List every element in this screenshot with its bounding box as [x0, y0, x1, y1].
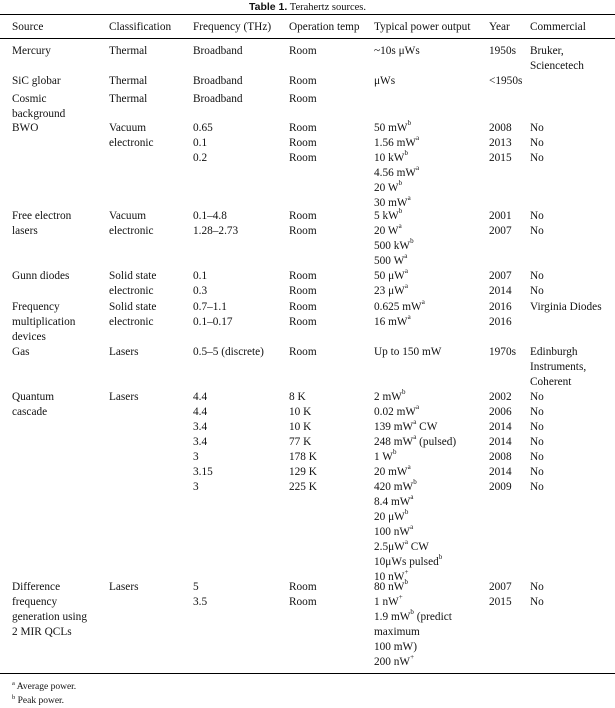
cell-commercial: No: [530, 285, 544, 297]
cell-year: 2002: [489, 391, 512, 403]
cell-power-output: 100 $nW^a$: [374, 523, 414, 538]
superscript-mark: a: [421, 298, 425, 307]
cell-power-output: 10μWs pulsed$^b$: [374, 553, 443, 568]
cell-classification: Thermal: [109, 93, 148, 105]
cell-frequency: 0.1: [193, 137, 208, 149]
footnote-peak: [12, 694, 64, 706]
cell-classification: Solid state: [109, 270, 157, 282]
superscript-mark: b: [410, 237, 414, 246]
cell-year: 2006: [489, 406, 512, 418]
cell-frequency: 0.7–1.1: [193, 301, 227, 313]
cell-year: 2007: [489, 225, 512, 237]
superscript-mark: a: [410, 493, 414, 502]
superscript-mark: a: [416, 164, 420, 173]
superscript-mark: a: [416, 134, 420, 143]
cell-frequency: 5: [193, 581, 199, 593]
cell-operation-temp: 225 K: [289, 481, 317, 493]
cell-frequency: 4.4: [193, 391, 208, 403]
cell-commercial: No: [530, 406, 544, 418]
cell-commercial: No: [530, 152, 544, 164]
header-typical-power: Typical power output: [374, 21, 471, 33]
cell-frequency: 0.2: [193, 152, 208, 164]
superscript-mark: b: [438, 553, 443, 562]
cell-source: generation using: [12, 611, 87, 623]
cell-commercial: Coherent: [530, 376, 572, 388]
cell-operation-temp: Room: [289, 75, 317, 87]
cell-year: 2001: [489, 210, 512, 222]
cell-power-output: 500 $kW^b$: [374, 237, 414, 252]
cell-power-output: μWs: [374, 75, 396, 87]
cell-frequency: 3.15: [193, 466, 213, 478]
cell-commercial: Edinburgh: [530, 346, 578, 358]
cell-power-output: 23 $\mu W^a$: [374, 282, 408, 297]
cell-operation-temp: 10 K: [289, 406, 312, 418]
cell-classification: Lasers: [109, 346, 139, 358]
cell-classification: electronic: [109, 285, 154, 297]
header-year: Year: [489, 21, 510, 33]
superscript-mark: b: [398, 207, 403, 216]
cell-year: 2015: [489, 596, 512, 608]
cell-source: lasers: [12, 225, 38, 237]
cell-commercial: Virginia Diodes: [530, 301, 602, 313]
cell-source: Difference: [12, 581, 61, 593]
cell-frequency: 3.5: [193, 596, 208, 608]
cell-year: 2014: [489, 466, 512, 478]
cell-year: 2016: [489, 301, 512, 313]
cell-year: 2009: [489, 481, 512, 493]
cell-source: Gunn diodes: [12, 270, 70, 282]
superscript-mark: a: [410, 523, 414, 532]
cell-frequency: 1.28–2.73: [193, 225, 239, 237]
cell-commercial: No: [530, 137, 544, 149]
cell-operation-temp: Room: [289, 210, 317, 222]
cell-operation-temp: Room: [289, 301, 317, 313]
cell-source: multiplication: [12, 316, 76, 328]
footnote-mark: b: [12, 694, 16, 701]
superscript-mark: a: [416, 403, 420, 412]
cell-source: devices: [12, 331, 46, 343]
superscript-mark: a: [407, 463, 411, 472]
cell-power-output: 50 $\mu W^a$: [374, 267, 408, 282]
cell-power-output: 10 $kW^b$: [374, 149, 408, 164]
cell-classification: Lasers: [109, 581, 139, 593]
cell-classification: Thermal: [109, 75, 148, 87]
cell-frequency: 0.1: [193, 270, 208, 282]
superscript-mark: b: [413, 478, 417, 487]
table-caption: [0, 1, 615, 13]
cell-operation-temp: Room: [289, 270, 317, 282]
cell-frequency: 0.3: [193, 285, 208, 297]
cell-power-output: 2 $mW^b$: [374, 388, 406, 403]
cell-power-output: 1.9 $mW^b$ (predict: [374, 608, 452, 623]
table-caption-text: Terahertz sources.: [289, 2, 366, 13]
superscript-mark: b: [404, 149, 408, 158]
cell-operation-temp: Room: [289, 137, 317, 149]
superscript-mark: b: [401, 388, 406, 397]
cell-power-output: maximum: [374, 626, 420, 638]
cell-classification: electronic: [109, 225, 154, 237]
superscript-mark: a: [404, 282, 408, 291]
cell-source: Frequency: [12, 301, 60, 313]
table-caption-label: Table 1.: [249, 1, 288, 13]
cell-year: 2008: [489, 122, 512, 134]
cell-year: 2014: [489, 436, 512, 448]
cell-frequency: 3: [193, 481, 199, 493]
cell-year: 2007: [489, 270, 512, 282]
cell-operation-temp: Room: [289, 225, 317, 237]
superscript-mark: a: [413, 418, 417, 427]
cell-operation-temp: Room: [289, 596, 317, 608]
top-rule: [0, 14, 615, 15]
superscript-mark: a: [407, 194, 411, 203]
cell-power-output: 20 $W^b$: [374, 179, 403, 194]
footnote-text: Peak power.: [17, 696, 65, 707]
cell-commercial: No: [530, 481, 544, 493]
cell-power-output: 0.625 $mW^a$: [374, 298, 425, 313]
cell-power-output: 100 mW): [374, 641, 417, 653]
superscript-mark: b: [407, 119, 412, 128]
cell-operation-temp: Room: [289, 152, 317, 164]
superscript-mark: a: [398, 222, 402, 231]
superscript-mark: b: [392, 448, 397, 457]
cell-classification: Solid state: [109, 301, 157, 313]
cell-frequency: 3: [193, 451, 199, 463]
cell-commercial: No: [530, 391, 544, 403]
cell-power-output: 20 $W^a$: [374, 222, 402, 237]
cell-source: cascade: [12, 406, 48, 418]
cell-power-output: 20 $mW^a$: [374, 463, 411, 478]
cell-source: frequency: [12, 596, 58, 608]
cell-frequency: 3.4: [193, 421, 208, 433]
cell-frequency: Broadband: [193, 75, 243, 87]
cell-power-output: 4.56 $mW^a$: [374, 164, 420, 179]
cell-power-output: 80 $nW^b$: [374, 578, 408, 593]
cell-source: Cosmic: [12, 93, 47, 105]
footnote-average: [12, 680, 76, 692]
cell-commercial: No: [530, 210, 544, 222]
cell-source: Free electron: [12, 210, 72, 222]
superscript-mark: a: [413, 433, 417, 442]
superscript-mark: +: [404, 568, 409, 577]
superscript-mark: b: [398, 179, 403, 188]
cell-commercial: No: [530, 421, 544, 433]
cell-year: 2014: [489, 285, 512, 297]
cell-operation-temp: 8 K: [289, 391, 306, 403]
cell-source: Gas: [12, 346, 30, 358]
cell-power-output: 0.02 $mW^a$: [374, 403, 420, 418]
cell-operation-temp: Room: [289, 316, 317, 328]
cell-commercial: Instruments,: [530, 361, 587, 373]
cell-frequency: 0.1–0.17: [193, 316, 233, 328]
cell-operation-temp: Room: [289, 93, 317, 105]
cell-classification: Lasers: [109, 391, 139, 403]
cell-classification: electronic: [109, 316, 154, 328]
cell-power-output: 1.56 $mW^a$: [374, 134, 420, 149]
cell-year: 2015: [489, 152, 512, 164]
cell-power-output: 500 $W^a$: [374, 252, 408, 267]
cell-year: 2007: [489, 581, 512, 593]
superscript-mark: +: [410, 653, 415, 662]
cell-power-output: 10 nW+: [374, 568, 409, 583]
cell-operation-temp: 10 K: [289, 421, 312, 433]
cell-operation-temp: Room: [289, 581, 317, 593]
cell-year: 1950s: [489, 45, 516, 57]
cell-power-output: 1 $W^b$: [374, 448, 397, 463]
cell-power-output: 5 $kW^b$: [374, 207, 403, 222]
header-classification: Classification: [109, 21, 172, 33]
cell-frequency: 0.65: [193, 122, 213, 134]
header-rule: [0, 38, 615, 39]
cell-year: 2008: [489, 451, 512, 463]
cell-source: background: [12, 108, 66, 120]
cell-operation-temp: 77 K: [289, 436, 312, 448]
cell-operation-temp: Room: [289, 45, 317, 57]
cell-power-output: 200 nW+: [374, 653, 415, 668]
cell-commercial: No: [530, 225, 544, 237]
cell-source: Mercury: [12, 45, 51, 57]
cell-power-output: $2.5\mu W^a$ CW: [374, 538, 429, 553]
cell-operation-temp: Room: [289, 122, 317, 134]
cell-frequency: 0.1–4.8: [193, 210, 227, 222]
cell-frequency: Broadband: [193, 93, 243, 105]
cell-commercial: Bruker,: [530, 45, 564, 57]
header-operation-temp: Operation temp: [289, 21, 360, 33]
cell-power-output: ~10s μWs: [374, 45, 420, 57]
cell-power-output: 20 $\mu W^b$: [374, 508, 409, 523]
cell-operation-temp: 178 K: [289, 451, 317, 463]
cell-year: <1950s: [489, 75, 523, 87]
cell-frequency: 0.5–5 (discrete): [193, 346, 264, 358]
cell-year: 2014: [489, 421, 512, 433]
cell-power-output: 8.4 $mW^a$: [374, 493, 414, 508]
footnote-text: Average power.: [16, 682, 77, 693]
cell-source: Quantum: [12, 391, 55, 403]
cell-operation-temp: Room: [289, 346, 317, 358]
cell-source: 2 MIR QCLs: [12, 626, 72, 638]
cell-commercial: Sciencetech: [530, 60, 584, 72]
cell-commercial: No: [530, 466, 544, 478]
header-commercial: Commercial: [530, 21, 586, 33]
superscript-mark: a: [404, 538, 408, 547]
cell-power-output: 248 $mW^a$ (pulsed): [374, 433, 457, 448]
cell-commercial: No: [530, 451, 544, 463]
cell-commercial: No: [530, 596, 544, 608]
cell-frequency: 4.4: [193, 406, 208, 418]
footnote-mark: a: [12, 680, 15, 687]
cell-commercial: No: [530, 581, 544, 593]
cell-classification: Thermal: [109, 45, 148, 57]
cell-classification: electronic: [109, 137, 154, 149]
cell-power-output: 139 $mW^a$ CW: [374, 418, 438, 433]
cell-commercial: No: [530, 122, 544, 134]
cell-source: BWO: [12, 122, 39, 134]
cell-operation-temp: 129 K: [289, 466, 317, 478]
cell-power-output: 16 $mW^a$: [374, 313, 411, 328]
header-source: Source: [12, 21, 44, 33]
superscript-mark: b: [404, 578, 408, 587]
cell-power-output: Up to 150 mW: [374, 346, 442, 358]
cell-power-output: 50 $mW^b$: [374, 119, 412, 134]
superscript-mark: a: [404, 252, 408, 261]
cell-operation-temp: Room: [289, 285, 317, 297]
cell-source: SiC globar: [12, 75, 61, 87]
cell-classification: Vacuum: [109, 122, 147, 134]
superscript-mark: b: [410, 608, 414, 617]
header-frequency: Frequency (THz): [193, 21, 272, 33]
superscript-mark: b: [404, 508, 409, 517]
cell-frequency: 3.4: [193, 436, 208, 448]
cell-power-output: 420 $mW^b$: [374, 478, 417, 493]
cell-commercial: No: [530, 270, 544, 282]
cell-year: 2016: [489, 316, 512, 328]
cell-power-output: 1 nW+: [374, 593, 403, 608]
bottom-rule: [0, 673, 615, 674]
cell-year: 2013: [489, 137, 512, 149]
cell-frequency: Broadband: [193, 45, 243, 57]
cell-power-output: 30 $mW^a$: [374, 194, 411, 209]
cell-classification: Vacuum: [109, 210, 147, 222]
cell-commercial: No: [530, 436, 544, 448]
superscript-mark: a: [404, 267, 408, 276]
superscript-mark: a: [407, 313, 411, 322]
cell-year: 1970s: [489, 346, 516, 358]
superscript-mark: +: [398, 593, 403, 602]
